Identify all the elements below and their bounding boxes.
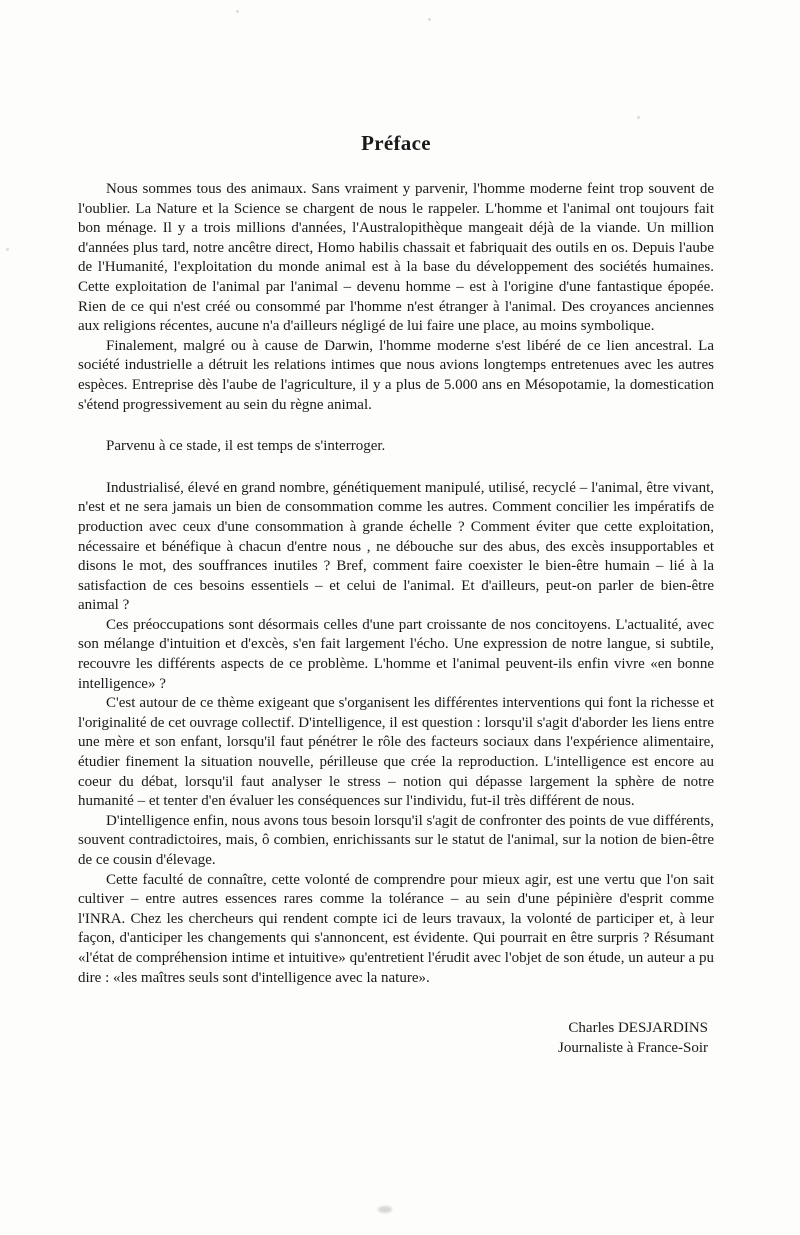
scan-speck: [236, 10, 239, 13]
preface-paragraph-4: Industrialisé, élevé en grand nombre, génétiquement manipulé, utilisé, recyclé – l'animal, être vivant, n'est et ne sera jamais un bien de consommation comme les autres. Comment concilier les impératifs de production avec ceux d'une consommation à grande échelle ? Comment éviter que cette exploitation, nécessaire et bénéfique à chacun d'entre nous , ne débouche sur des abus, des excès insupportables et disons le mot, des souffrances inutiles ? Bref, comment faire coexister le bien-être humain – lié à la satisfaction de ces besoins essentiels – et celui de l'animal. Et d'ailleurs, peut-on parler de bien-être animal ?: [78, 479, 714, 614]
preface-paragraph-8: Cette faculté de connaître, cette volonté de comprendre pour mieux agir, est une vertu que l'on sait cultiver – entre autres essences rares comme la tolérance – au sein d'une pépinière d'esprit comme l'INRA. Chez les chercheurs qui rendent compte ici de leurs travaux, la volonté de participer et, à leur façon, d'anticiper les changements qui s'annoncent, est évidente. Qui pourrait en être surpris ? Résumant «l'état de compréhension intime et intuitive» qu'entretient l'érudit avec l'objet de son étude, un auteur a pu dire : «les maîtres seuls sont d'intelligence avec la nature».: [78, 871, 714, 986]
preface-body: [78, 180, 714, 988]
scan-speck: [637, 116, 640, 119]
signature-name: Charles DESJARDINS: [568, 1020, 708, 1037]
scan-artifact: [378, 1206, 392, 1213]
scan-speck: [428, 18, 431, 21]
signature-role: Journaliste à France-Soir: [558, 1040, 708, 1057]
page-title: Préface: [361, 131, 431, 155]
preface-paragraph-3: Parvenu à ce stade, il est temps de s'interroger.: [106, 438, 386, 455]
signature-block: [78, 1018, 714, 1058]
preface-paragraph-2: Finalement, malgré ou à cause de Darwin, l'homme moderne s'est libéré de ce lien ancestral. La société industrielle a détruit les relations intimes que nous avions longtemps entretenues avec les autres espèces. Entreprise dès l'aube de l'agriculture, il y a plus de 5.000 ans en Mésopotamie, la domestication s'étend progressivement au sein du règne animal.: [78, 337, 714, 413]
preface-paragraph-1: Nous sommes tous des animaux. Sans vraiment y parvenir, l'homme moderne feint trop souvent de l'oublier. La Nature et la Science se chargent de nous le rappeler. L'homme et l'animal ont toujours fait bon ménage. Il y a trois millions d'années, l'Australopithèque mangeait déjà de la viande. Un million d'années plus tard, notre ancêtre direct, Homo habilis chassait et fabriquait des outils en os. Depuis l'aube de l'Humanité, l'exploitation du monde animal est à la base du développement des sociétés humaines. Cette exploitation de l'animal par l'animal – devenu homme – est à l'origine d'une fantastique épopée. Rien de ce qui n'est créé ou consommé par l'homme n'est étranger à l'animal. Des croyances anciennes aux religions récentes, aucune n'a d'ailleurs négligé de lui faire une place, au moins symbolique.: [78, 181, 714, 335]
preface-paragraph-5: Ces préoccupations sont désormais celles d'une part croissante de nos concitoyens. L'actualité, avec son mélange d'intuition et d'excès, s'en fait largement l'écho. Une expression de notre langue, si subtile, recouvre les différents aspects de ce problème. L'homme et l'animal peuvent-ils enfin vivre «en bonne intelligence» ?: [78, 616, 714, 692]
scan-speck: [6, 248, 9, 251]
preface-paragraph-7: D'intelligence enfin, nous avons tous besoin lorsqu'il s'agit de confronter des points de vue différents, souvent contradictoires, mais, ô combien, enrichissants sur le statut de l'animal, sur la notion de bien-être de ce cousin d'élevage.: [78, 812, 714, 868]
preface-paragraph-6: C'est autour de ce thème exigeant que s'organisent les différentes interventions qui font la richesse et l'originalité de cet ouvrage collectif. D'intelligence, il est question : lorsqu'il s'agit d'aborder les liens entre une mère et son enfant, lorsqu'il faut pénétrer le rôle des facteurs sociaux dans l'expérience alimentaire, étudier finement la situation nouvelle, périlleuse que crée la reproduction. L'intelligence est encore au coeur du débat, lorsqu'il faut analyser le stress – notion qui dépasse largement la sphère de notre humanité – et tenter d'en évaluer les conséquences sur l'individu, fut-il très différent de nous.: [78, 695, 714, 810]
